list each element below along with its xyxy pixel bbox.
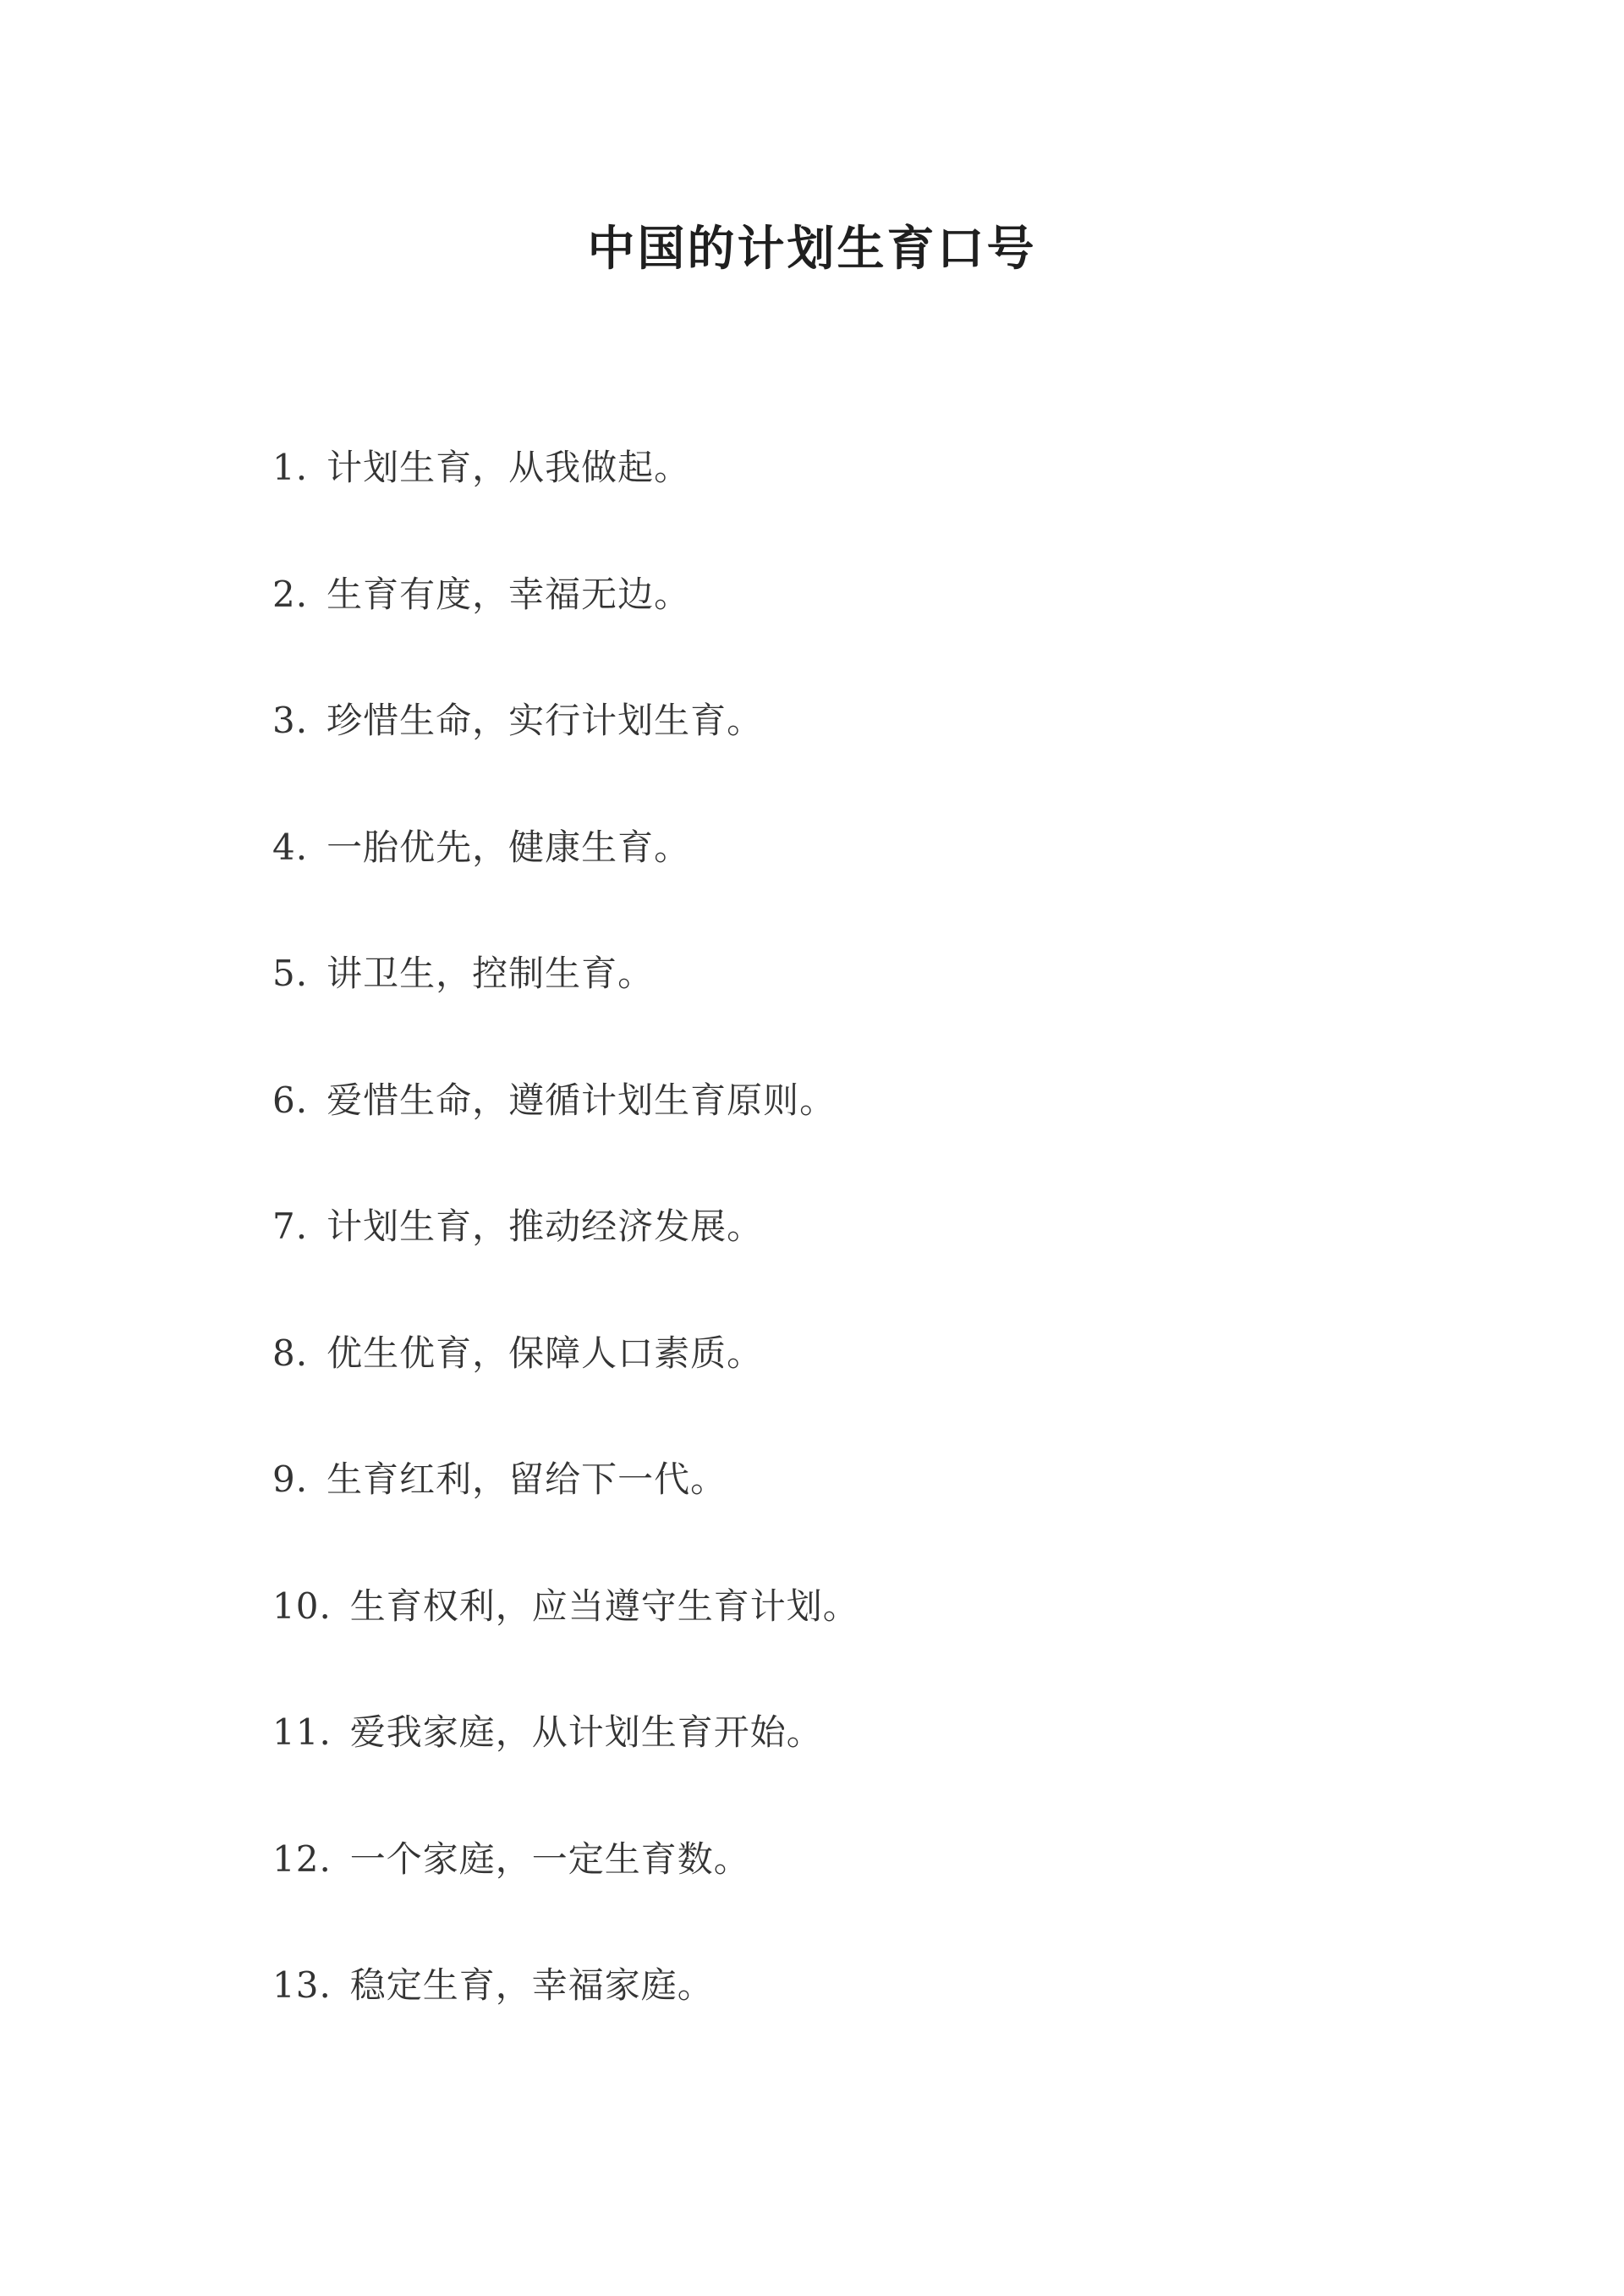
list-item-number: 4. [272,826,309,868]
list-item [272,1206,859,1332]
list-item [272,1458,859,1585]
list-item [272,1585,859,1712]
list-item-text: 计划生育，从我做起。 [326,447,691,488]
list-item [272,953,859,1079]
list-item-text: 珍惜生命，实行计划生育。 [326,700,764,741]
list-item-number: 10. [272,1585,332,1627]
list-item-text: 一胎优先，健康生育。 [326,826,691,868]
list-item-number: 11. [272,1711,332,1753]
list-item-number: 6. [272,1079,309,1121]
list-item-text: 生育权利，应当遵守生育计划。 [349,1585,859,1627]
list-item [272,574,859,700]
list-item-number: 13. [272,1964,332,2006]
list-item-number: 12. [272,1837,332,1880]
list-item [272,827,859,953]
list-item [272,1964,859,2091]
list-item-number: 3. [272,700,309,741]
list-item-number: 7. [272,1206,309,1247]
list-item [272,700,859,827]
list-item-text: 爱我家庭，从计划生育开始。 [349,1711,823,1753]
list-item [272,1711,859,1838]
list-item-text: 生育红利，留给下一代。 [326,1458,727,1500]
list-item-text: 爱惜生命，遵循计划生育原则。 [326,1079,837,1121]
list-item-text: 一个家庭，一定生育数。 [349,1837,750,1880]
list-item-number: 5. [272,953,309,994]
slogan-list [272,447,859,2091]
document-title: 中国的计划生育口号 [587,220,1037,277]
list-item-number: 2. [272,573,309,615]
list-item-number: 8. [272,1332,309,1374]
list-item-text: 计划生育，推动经济发展。 [326,1206,764,1247]
list-item-text: 稳定生育，幸福家庭。 [349,1964,714,2006]
list-item-text: 优生优育，保障人口素质。 [326,1332,764,1374]
list-item [272,1079,859,1206]
list-item-text: 讲卫生，控制生育。 [326,953,655,994]
list-item [272,447,859,574]
list-item [272,1332,859,1459]
list-item-number: 9. [272,1458,309,1500]
list-item [272,1838,859,1965]
list-item-text: 生育有度，幸福无边。 [326,573,691,615]
list-item-number: 1. [272,447,309,488]
